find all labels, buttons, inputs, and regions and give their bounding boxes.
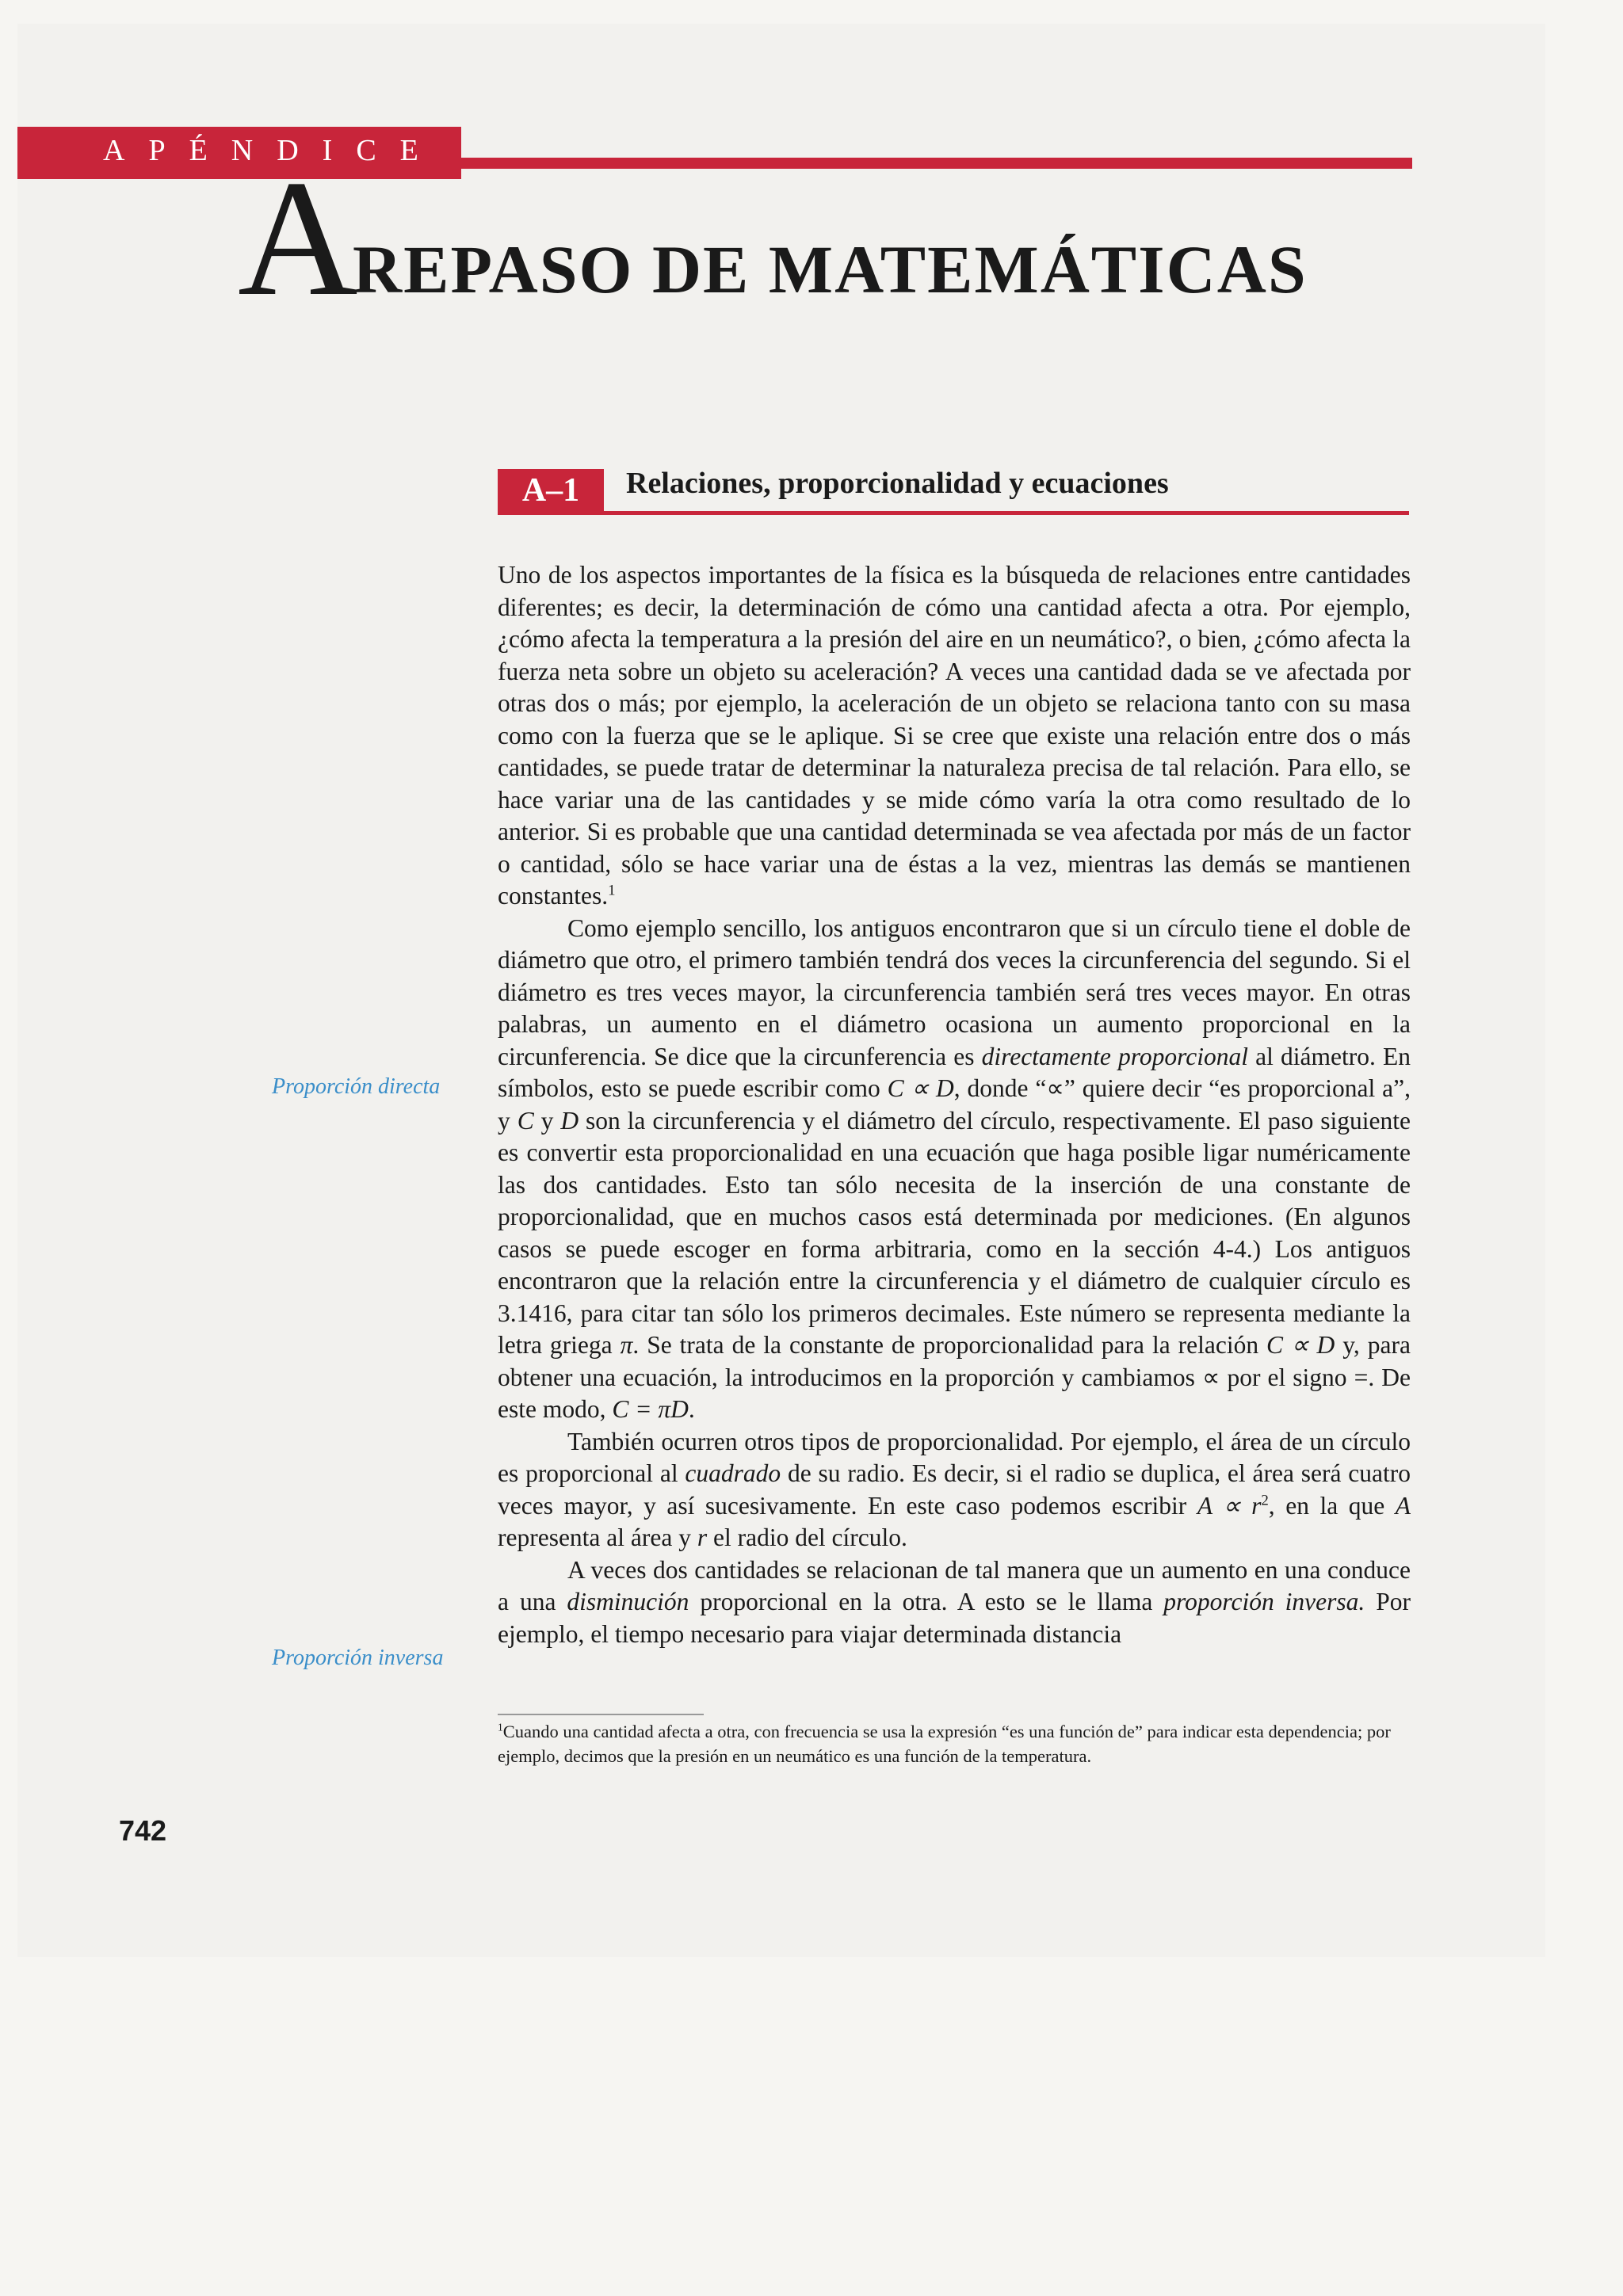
footnote <box>498 1719 1417 1768</box>
body-text <box>498 559 1411 1650</box>
header-rule <box>461 158 1412 169</box>
paragraph-3: También ocurren otros tipos de proporcionalidad. Por ejemplo, el área de un círculo es proporcional al cuadrado de su radio. Es decir, si el radio se duplica, el área será cuatro veces mayor, y así sucesivamente. En este caso podemos escribir $A \propto r^2$, en la que A representa al área y r el radio del círculo. <box>498 1427 1411 1551</box>
page-title: REPASO DE MATEMÁTICAS <box>353 231 1308 307</box>
footnote-text: Cuando una cantidad afecta a otra, con frecuencia se usa la expresión “es una función de” para indicar esta dependencia; por ejemplo, decimos que la presión en un neumático es una función de la temperatura. <box>498 1722 1391 1766</box>
margin-note-inverse: Proporción inversa <box>272 1646 444 1670</box>
appendix-letter: A <box>238 147 358 330</box>
bleed-through-left <box>143 412 475 1719</box>
footnote-ref: 1 <box>608 882 616 899</box>
section-number: A–1 <box>498 469 604 512</box>
section-title: Relaciones, proporcionalidad y ecuaciones <box>626 467 1169 500</box>
paragraph-4: A veces dos cantidades se relacionan de tal manera que un aumento en una conduce a una disminución proporcional en la otra. A esto se le llama proporción inversa. Por ejemplo, el tiempo necesario para viajar determinada distancia <box>498 1555 1411 1648</box>
margin-note-direct: Proporción directa <box>272 1074 441 1099</box>
page-number: 742 <box>119 1814 167 1847</box>
footnote-divider <box>498 1714 704 1715</box>
paragraph-1: Uno de los aspectos importantes de la física es la búsqueda de relaciones entre cantidades diferentes; es decir, la determinación de cómo una cantidad afecta a otra. Por ejemplo, ¿cómo afecta la temperatura a la presión del aire en un neumático?, o bien, ¿cómo afecta la fuerza neta sobre un objeto su aceleración? A veces una cantidad dada se ve afectada por otras dos o más; por ejemplo, la aceleración de un objeto se relaciona tanto con su masa como con la fuerza que se le aplique. Si se cree que existe una relación entre dos o más cantidades, se puede tratar de determinar la naturaleza precisa de tal relación. Para ello, se hace variar una de las cantidades y se mide cómo varía la otra como resultado de lo anterior. Si es probable que una cantidad determinada se vea afectada por más de un factor o cantidad, sólo se hace variar una de éstas a la vez, mientras las demás se mantienen constantes.$^1$ <box>498 561 1411 910</box>
footnote-mark: 1 <box>498 1721 503 1733</box>
section-rule <box>498 511 1409 515</box>
paragraph-2: Como ejemplo sencillo, los antiguos encontraron que si un círculo tiene el doble de diámetro que otro, el primero también tendrá dos veces la circunferencia del segundo. Si el diámetro es tres veces mayor, la circunferencia también será tres veces mayor. En otras palabras, un aumento en el diámetro ocasiona un aumento proporcional en la circunferencia. Se dice que la circunferencia es directamente proporcional al diámetro. En símbolos, esto se puede escribir como C ∝ D, donde “∝” quiere decir “es proporcional a”, y C y D son la circunferencia y el diámetro del círculo, respectivamente. El paso siguiente es convertir esta proporcionalidad en una ecuación que haga posible ligar numéricamente las dos cantidades. Esto tan sólo necesita de la inserción de una constante de proporcionalidad, que en muchos casos está determinada por mediciones. (En algunos casos se puede escoger en forma arbitraria, como en la sección 4-4.) Los antiguos encontraron que la relación entre la circunferencia y el diámetro de cualquier círculo es 3.1416, para citar tan sólo los primeros decimales. Este número se representa mediante la letra griega π. Se trata de la constante de proporcionalidad para la relación C ∝ D y, para obtener una ecuación, la introducimos en la proporción y cambiamos ∝ por el signo =. De este modo, C = πD. <box>498 913 1411 1423</box>
appendix-label: APÉNDICE <box>103 134 442 167</box>
